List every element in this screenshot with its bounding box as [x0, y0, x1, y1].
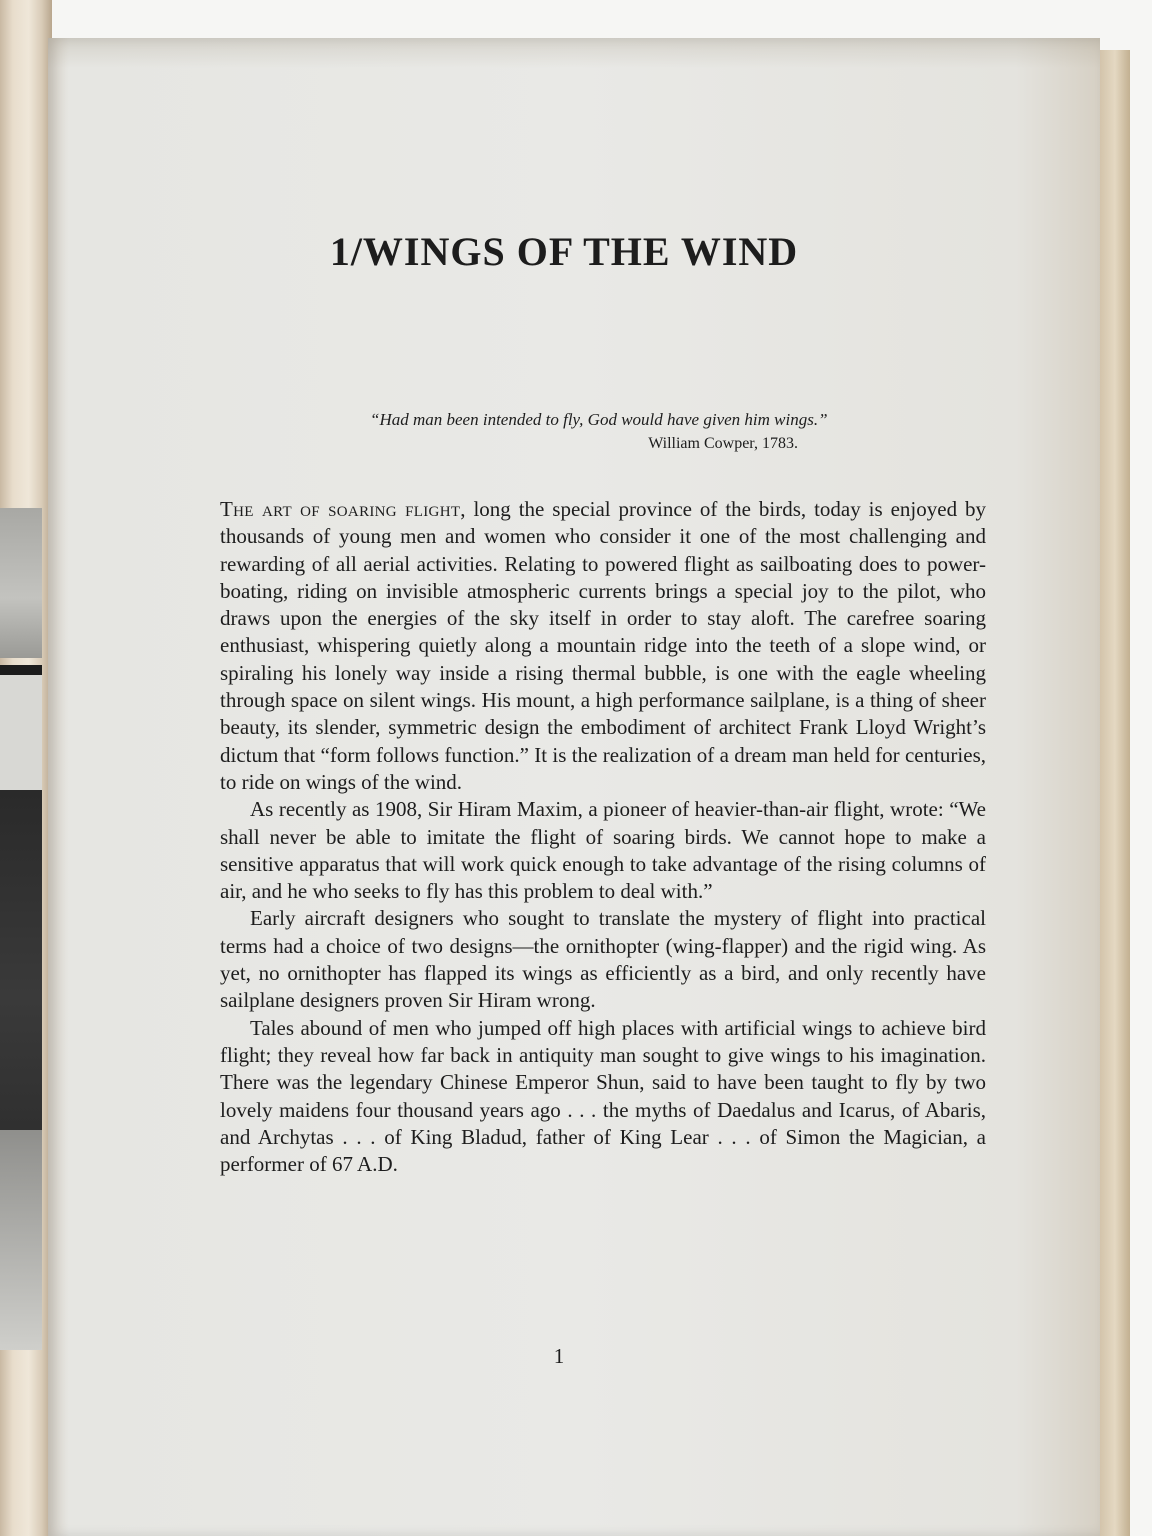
page-shadow [48, 38, 1100, 68]
epigraph-attribution: William Cowper, 1783. [648, 435, 798, 452]
page-number: 1 [553, 1344, 565, 1368]
paragraph: Tales abound of men who jumped off high places with artificial wings to achieve bird flight; they reveal how far back in antiquity man sought to give wings to his imagination. There was the legendary Chinese Emperor Shun, said to have been taught to fly by two lovely maidens four thousand years ago . . . the myths of Daedalus and Icarus, of Abaris, and Archytas . . . of King Bladud, father of King Lear . . . of Simon the Magician, a performer of 67 A.D. [220, 1015, 986, 1177]
facing-page-photo [0, 665, 42, 675]
facing-page-photo [0, 675, 42, 790]
paragraph-lead: The art of soaring flight [220, 497, 461, 521]
facing-page-photo [0, 508, 42, 658]
epigraph [370, 409, 830, 455]
book-fore-edge [1100, 50, 1130, 1536]
epigraph-quote: “Had man been intended to fly, God would have given him wings.” [370, 410, 828, 429]
paragraph: As recently as 1908, Sir Hiram Maxim, a pioneer of heavier-than-air flight, wrote: “We shall never be able to imitate the flight of soaring birds. We cannot hope to make a sensitive apparatus that will work quick enough to take advantage of the rising columns of air, and he who seeks to fly has this problem to deal with.” [220, 797, 986, 904]
paragraph-text: , long the special province of the birds, today is enjoyed by thousands of young men and women who consider it one of the most challenging and rewarding of all aerial activities. Relating to powered flight as sailboating does to power-boating, riding on invisible atmospheric currents brings a special joy to the pilot, who draws upon the energies of the sky itself in order to stay aloft. The carefree soaring enthusiast, whispering quietly along a mountain ridge into the teeth of a slope wind, or spiraling his lonely way inside a rising thermal bubble, is one with the eagle wheeling through space on silent wings. His mount, a high performance sailplane, is a thing of sheer beauty, its slender, symmetric design the embodiment of architect Frank Lloyd Wright’s dictum that “form follows function.” It is the realization of a dream man held for centuries, to ride on wings of the wind. [220, 497, 986, 794]
paragraph: Early aircraft designers who sought to translate the mystery of flight into practical terms had a choice of two designs—the ornithopter (wing-flapper) and the rigid wing. As yet, no ornithopter has flapped its wings as efficiently as a bird, and only recently have sailplane designers proven Sir Hiram wrong. [220, 906, 986, 1013]
chapter-title: 1/WINGS OF THE WIND [329, 229, 799, 274]
paragraph [220, 496, 986, 796]
facing-page-photo [0, 1130, 42, 1350]
body-text [220, 496, 986, 1178]
book-page [48, 38, 1100, 1536]
